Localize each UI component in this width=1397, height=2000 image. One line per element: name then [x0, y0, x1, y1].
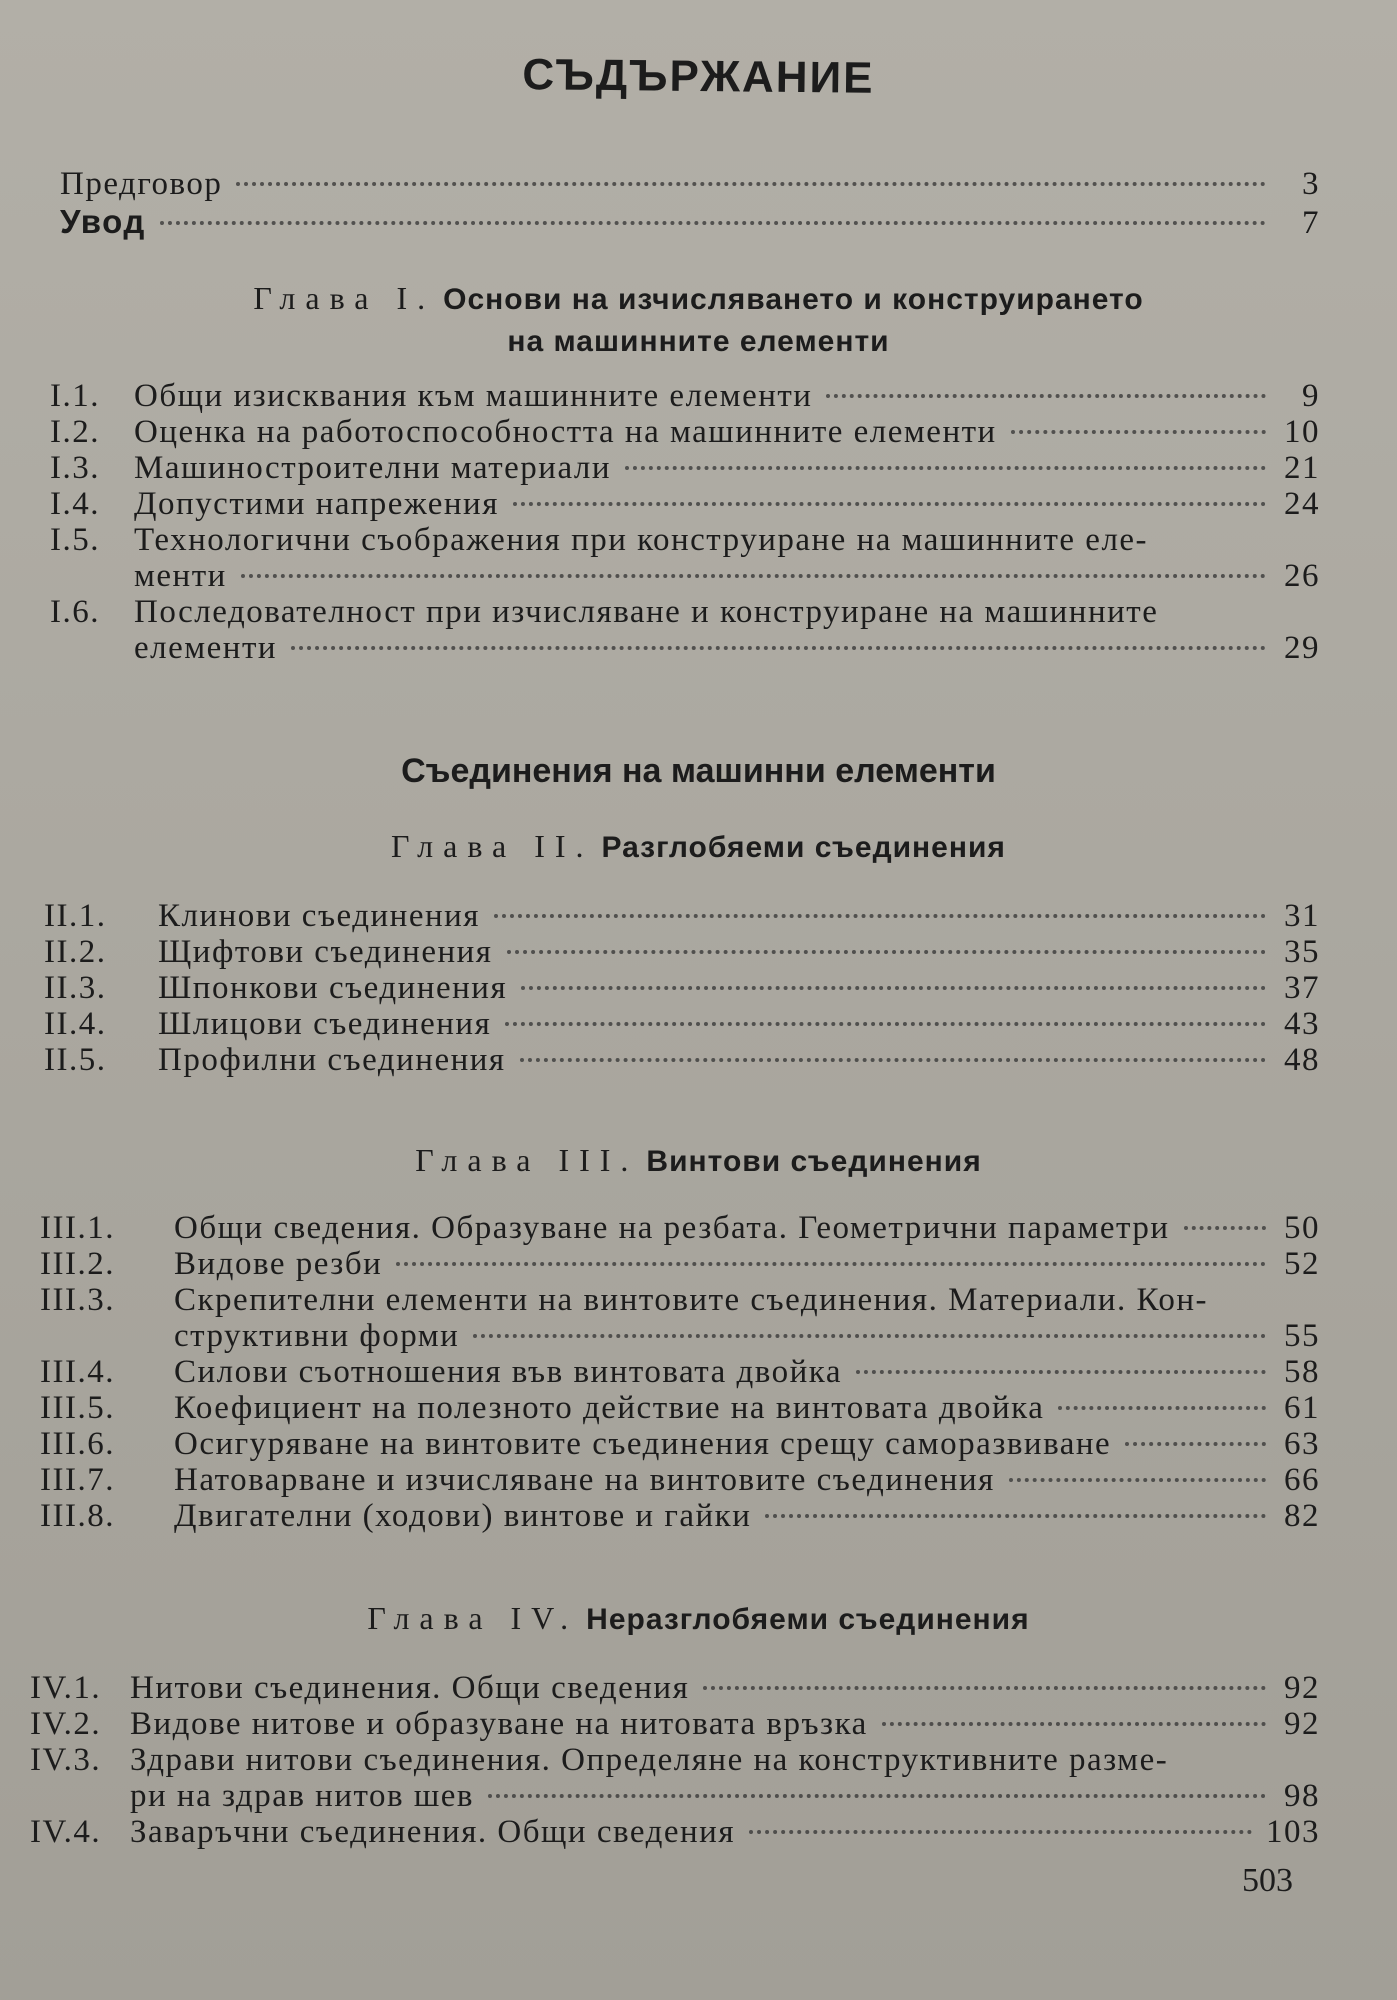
chapter-name: Разглобяеми съединения — [601, 831, 1006, 864]
page-ref: 24 — [1284, 486, 1320, 522]
dot-leader — [396, 1262, 1266, 1266]
chapter-1-heading-cont — [0, 322, 1397, 359]
entry-label: Щифтови съединения — [158, 934, 493, 970]
page-title: СЪДЪРЖАНИЕ — [522, 50, 875, 103]
entry-label: Здрави нитови съединения. Определяне на конструктивните разме- — [130, 1742, 1169, 1778]
entry-label: Двигателни (ходови) винтове и гайки — [174, 1498, 752, 1534]
dot-leader — [1184, 1226, 1266, 1230]
toc-entry[interactable] — [40, 1354, 1320, 1390]
dot-leader — [703, 1686, 1266, 1690]
dot-leader — [765, 1514, 1266, 1518]
dot-leader — [521, 986, 1266, 990]
entry-number: I.6. — [50, 594, 100, 630]
entry-number: II.1. — [44, 898, 107, 934]
toc-entry-cont[interactable] — [30, 1778, 1320, 1814]
page-ref: 82 — [1284, 1498, 1320, 1534]
entry-number: II.2. — [44, 934, 107, 970]
page-number: 503 — [1242, 1862, 1293, 1899]
entry-label: Силови съотношения във винтовата двойка — [174, 1354, 842, 1390]
entry-number: I.2. — [50, 414, 100, 450]
page-ref: 31 — [1284, 898, 1320, 934]
toc-entry[interactable] — [50, 414, 1320, 450]
toc-entry[interactable] — [44, 898, 1320, 934]
entry-label: Видове нитове и образуване на нитовата връзка — [130, 1706, 868, 1742]
toc-entry[interactable] — [40, 1498, 1320, 1534]
entry-label: Допустими напрежения — [134, 486, 499, 522]
dot-leader — [856, 1370, 1266, 1374]
dot-leader — [473, 1334, 1266, 1338]
dot-leader — [494, 914, 1266, 918]
entry-label: Клинови съединения — [158, 898, 480, 934]
entry-number: II.4. — [44, 1006, 107, 1042]
page-ref: 103 — [1266, 1814, 1320, 1850]
entry-label-cont: елементи — [134, 630, 278, 666]
entry-label: Заваръчни съединения. Общи сведения — [130, 1814, 736, 1850]
page-ref: 50 — [1284, 1210, 1320, 1246]
entry-label: Натоварване и изчисляване на винтовите съединения — [174, 1462, 995, 1498]
page-ref: 43 — [1284, 1006, 1320, 1042]
toc-entry[interactable] — [40, 1282, 1320, 1318]
page-ref: 98 — [1284, 1778, 1320, 1814]
dot-leader — [488, 1794, 1266, 1798]
entry-label: Видове резби — [174, 1246, 383, 1282]
toc-entry[interactable] — [44, 934, 1320, 970]
entry-number: I.4. — [50, 486, 100, 522]
chapter-name: Винтови съединения — [646, 1145, 982, 1178]
entry-number: IV.3. — [30, 1742, 102, 1778]
page-ref: 52 — [1284, 1246, 1320, 1282]
chapter-label: Глава III. — [415, 1142, 639, 1178]
entry-label: Общи изисквания към машинните елементи — [134, 378, 813, 414]
toc-entry[interactable] — [50, 378, 1320, 414]
chapter-4-heading — [0, 1600, 1397, 1637]
toc-entry[interactable] — [44, 1006, 1320, 1042]
chapter-label: Глава IV. — [367, 1600, 579, 1636]
dot-leader — [236, 182, 1266, 186]
page-ref: 7 — [1302, 205, 1320, 241]
entry-label: Шлицови съединения — [158, 1006, 492, 1042]
page-ref: 48 — [1284, 1042, 1320, 1078]
toc-entry[interactable] — [50, 450, 1320, 486]
entry-label: Машиностроителни материали — [134, 450, 612, 486]
toc-entry[interactable] — [50, 594, 1320, 630]
entry-label-cont: ри на здрав нитов шев — [130, 1778, 474, 1814]
page-ref: 92 — [1284, 1670, 1320, 1706]
toc-entry-preface[interactable] — [60, 166, 1320, 202]
entry-number: II.3. — [44, 970, 107, 1006]
entry-number: IV.4. — [30, 1814, 102, 1850]
entry-number: III.5. — [40, 1390, 115, 1426]
entry-number: III.4. — [40, 1354, 115, 1390]
dot-leader — [749, 1830, 1252, 1834]
entry-number: III.7. — [40, 1462, 115, 1498]
chapter-2-heading — [0, 828, 1397, 865]
entry-label: Оценка на работоспособността на машинните елементи — [134, 414, 997, 450]
dot-leader — [625, 466, 1266, 470]
toc-entry[interactable] — [40, 1210, 1320, 1246]
page-ref: 29 — [1284, 630, 1320, 666]
toc-entry[interactable] — [44, 970, 1320, 1006]
toc-entry[interactable] — [30, 1742, 1320, 1778]
entry-number: III.3. — [40, 1282, 115, 1318]
dot-leader — [826, 394, 1266, 398]
dot-leader — [1058, 1406, 1266, 1410]
page-ref: 63 — [1284, 1426, 1320, 1462]
dot-leader — [1009, 1478, 1266, 1482]
dot-leader — [1125, 1442, 1266, 1446]
dot-leader — [513, 502, 1266, 506]
chapter-name: Неразглобяеми съединения — [586, 1603, 1030, 1636]
chapter-label: Глава II. — [391, 828, 594, 864]
section-heading: Съединения на машинни елементи — [401, 752, 996, 790]
toc-entry[interactable] — [50, 522, 1320, 558]
toc-entry[interactable] — [50, 486, 1320, 522]
toc-entry[interactable] — [30, 1670, 1320, 1706]
page-ref: 66 — [1284, 1462, 1320, 1498]
page-ref: 35 — [1284, 934, 1320, 970]
entry-label: Профилни съединения — [158, 1042, 506, 1078]
entry-label: Предговор — [60, 166, 223, 202]
page-ref: 21 — [1284, 450, 1320, 486]
entry-label-cont: структивни форми — [174, 1318, 460, 1354]
page-ref: 55 — [1284, 1318, 1320, 1354]
entry-label: Скрепителни елементи на винтовите съединения. Материали. Кон- — [174, 1282, 1209, 1318]
dot-leader — [241, 574, 1266, 578]
entry-number: III.1. — [40, 1210, 115, 1246]
toc-entry-cont[interactable] — [40, 1318, 1320, 1354]
chapter-name: Основи на изчисляването и конструирането — [443, 283, 1144, 316]
entry-label: Осигуряване на винтовите съединения срещу саморазвиване — [174, 1426, 1112, 1462]
toc-entry-intro[interactable] — [60, 204, 1320, 241]
toc-entry[interactable] — [40, 1246, 1320, 1282]
entry-number: III.6. — [40, 1426, 115, 1462]
toc-entry[interactable] — [40, 1426, 1320, 1462]
dot-leader — [882, 1722, 1266, 1726]
dot-leader — [1011, 430, 1266, 434]
entry-number: I.5. — [50, 522, 100, 558]
toc-entry[interactable] — [44, 1042, 1320, 1078]
chapter-3-heading — [0, 1142, 1397, 1179]
dot-leader — [160, 221, 1266, 225]
toc-entry[interactable] — [30, 1706, 1320, 1742]
entry-number: III.8. — [40, 1498, 115, 1534]
chapter-1-heading — [0, 280, 1397, 317]
page-ref: 58 — [1284, 1354, 1320, 1390]
entry-label: Технологични съображения при конструиране на машинните еле- — [134, 522, 1149, 558]
entry-label: Общи сведения. Образуване на резбата. Геометрични параметри — [174, 1210, 1170, 1246]
entry-label: Шпонкови съединения — [158, 970, 508, 1006]
entry-label: Нитови съединения. Общи сведения — [130, 1670, 690, 1706]
page-ref: 26 — [1284, 558, 1320, 594]
page-ref: 10 — [1284, 414, 1320, 450]
entry-number: IV.1. — [30, 1670, 102, 1706]
toc-entry-cont[interactable] — [50, 630, 1320, 666]
toc-entry[interactable] — [40, 1390, 1320, 1426]
dot-leader — [505, 1022, 1266, 1026]
entry-number: II.5. — [44, 1042, 107, 1078]
page-ref: 9 — [1302, 378, 1320, 414]
dot-leader — [291, 646, 1266, 650]
entry-label-cont: менти — [134, 558, 227, 594]
dot-leader — [520, 1058, 1266, 1062]
toc-entry[interactable] — [30, 1814, 1320, 1850]
dot-leader — [507, 950, 1267, 954]
toc-entry[interactable] — [40, 1462, 1320, 1498]
entry-number: I.1. — [50, 378, 100, 414]
entry-label: Последователност при изчисляване и конструиране на машинните — [134, 594, 1159, 630]
entry-label: Увод — [60, 203, 146, 240]
page-ref: 37 — [1284, 970, 1320, 1006]
page-ref: 92 — [1284, 1706, 1320, 1742]
entry-label: Коефициент на полезното действие на винтовата двойка — [174, 1390, 1045, 1426]
entry-number: I.3. — [50, 450, 100, 486]
chapter-name-cont: на машинните елементи — [507, 325, 890, 358]
entry-number: IV.2. — [30, 1706, 102, 1742]
page-ref: 61 — [1284, 1390, 1320, 1426]
chapter-label: Глава I. — [253, 280, 436, 316]
toc-entry-cont[interactable] — [50, 558, 1320, 594]
entry-number: III.2. — [40, 1246, 115, 1282]
page-ref: 3 — [1302, 166, 1320, 202]
